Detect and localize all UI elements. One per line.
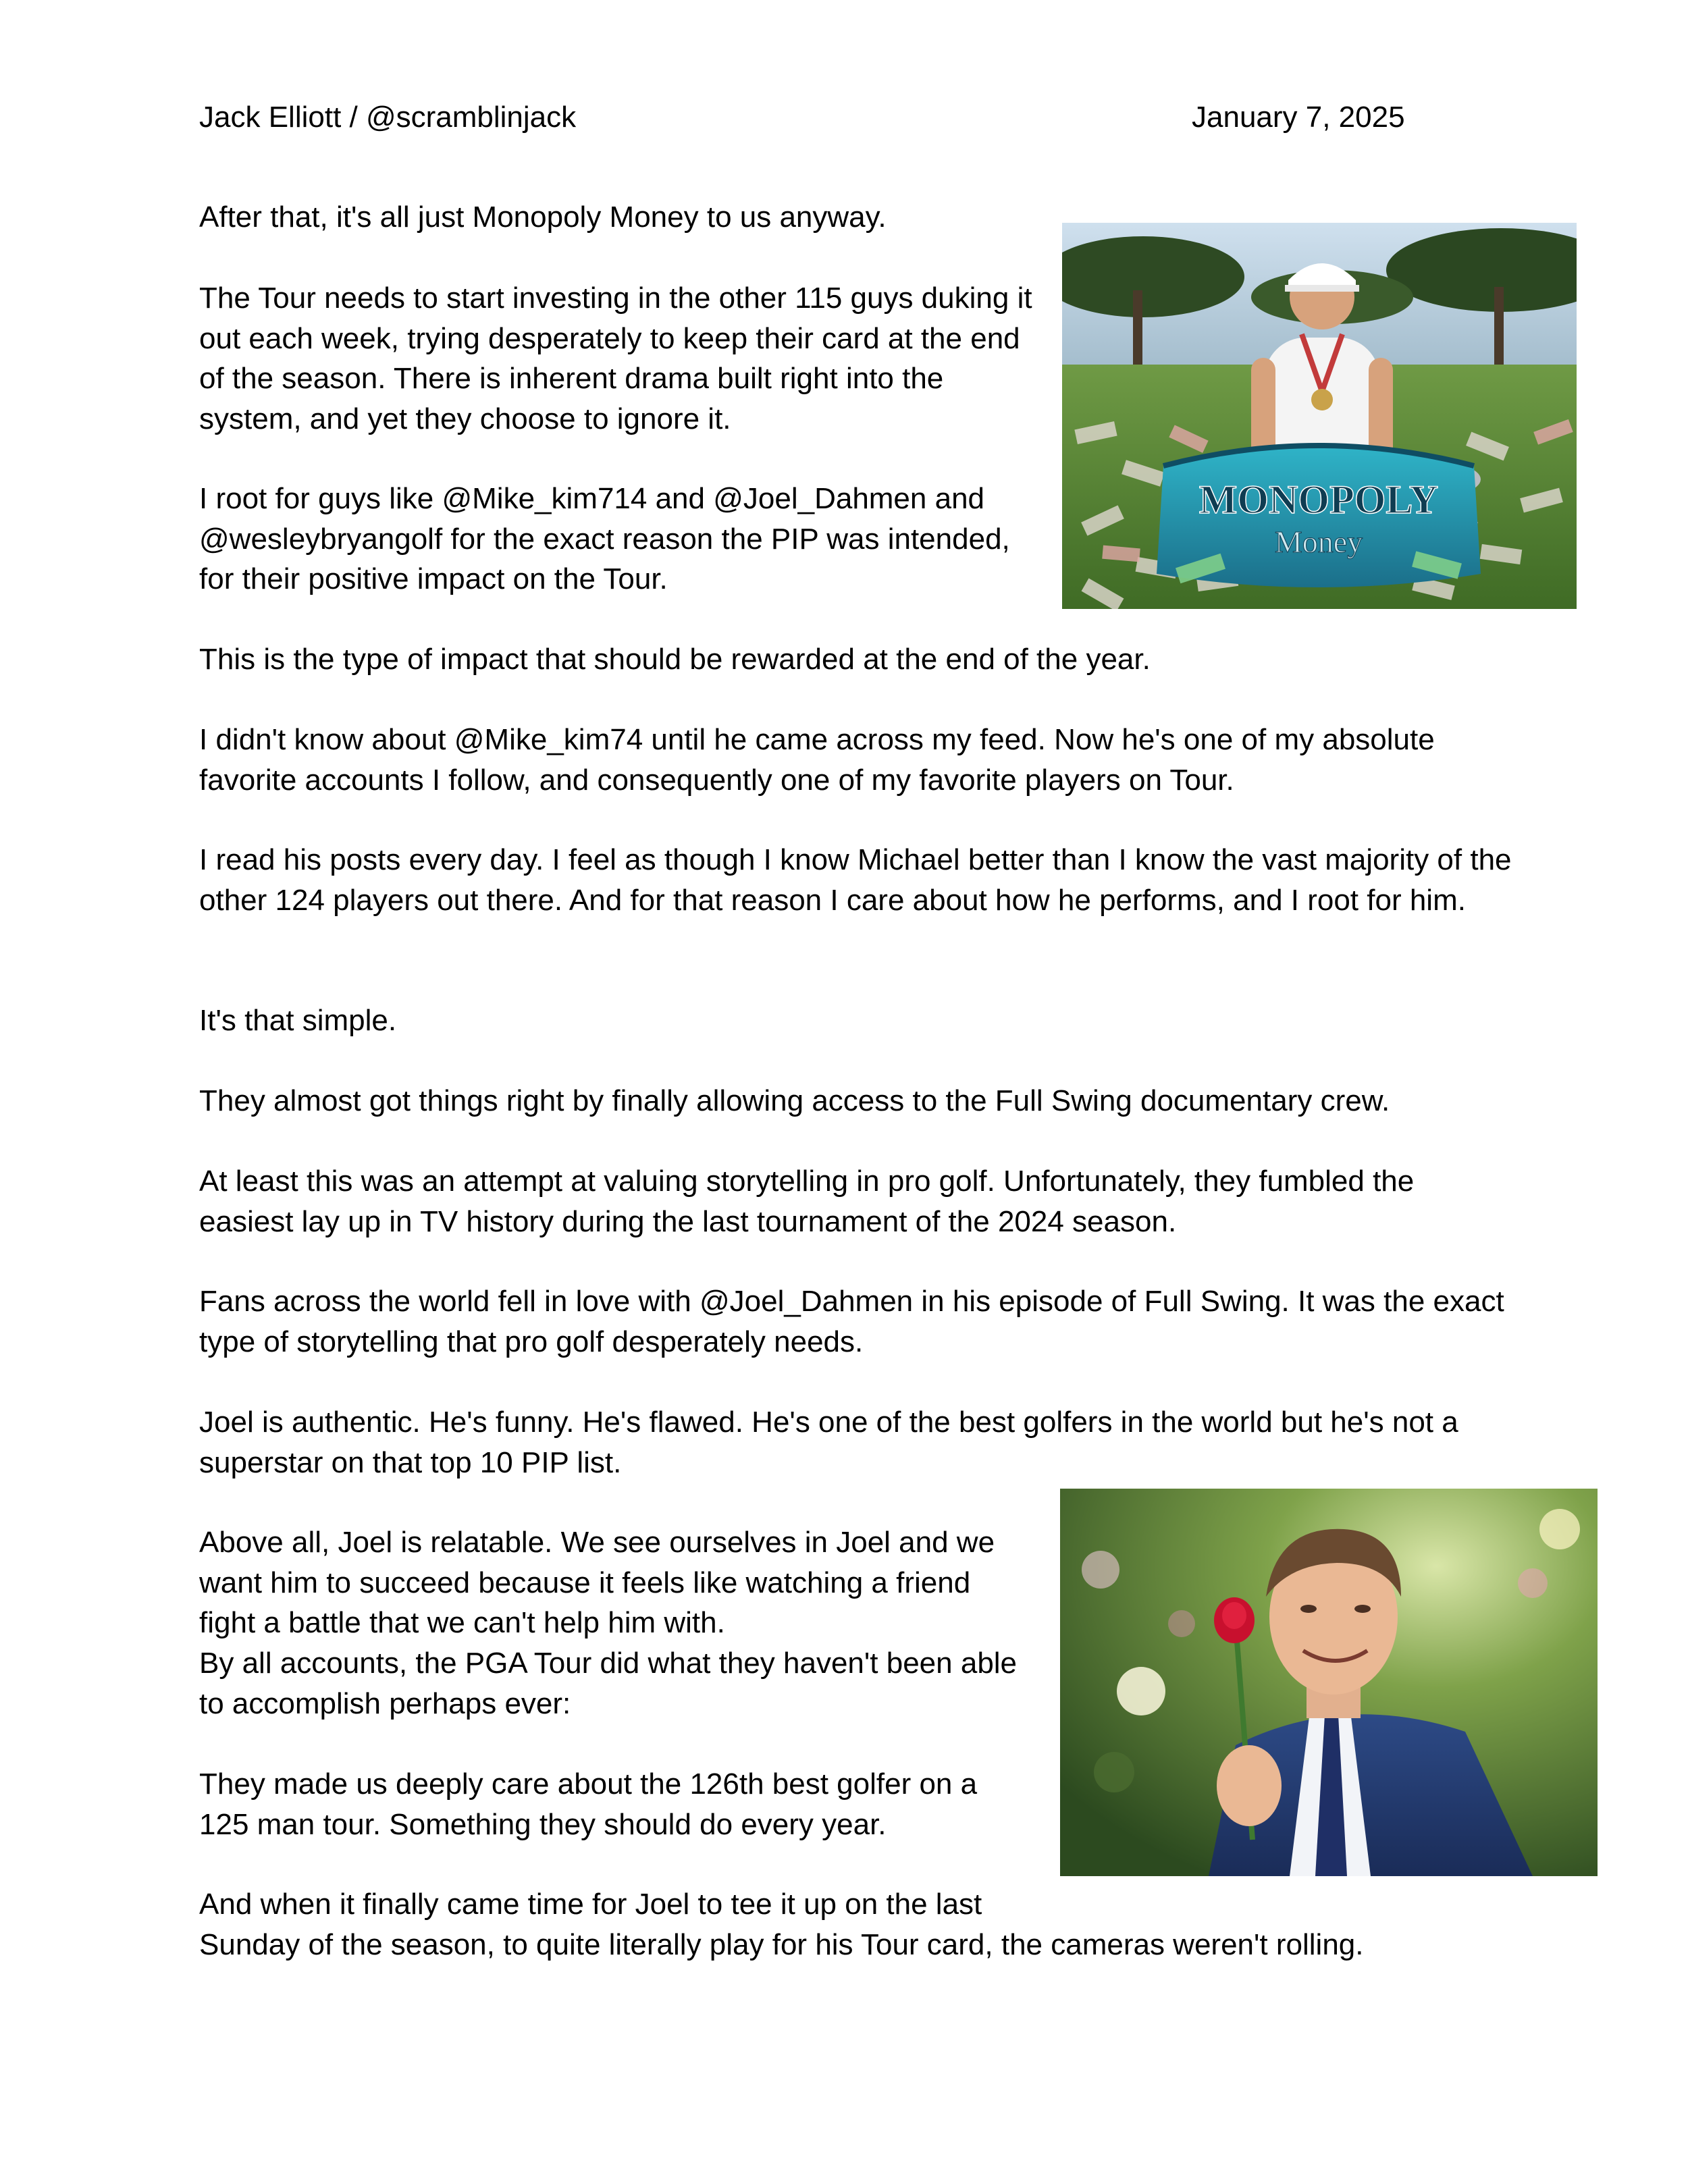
bag-money-text: Money: [1274, 525, 1363, 559]
publish-date: January 7, 2025: [1192, 101, 1405, 134]
paragraph-4: This is the type of impact that should be rewarded at the end of the year.: [199, 643, 1151, 676]
paragraph-6: I read his posts every day. I feel as though I know Michael better than I know the vast majority of the other 124 players out there. And for that reason I care about how he performs, and I root for him.: [199, 843, 1512, 917]
paragraph-11: Joel is authentic. He's funny. He's flawed. He's one of the best golfers in the world but he's not a superstar on that top 10 PIP list.: [199, 1406, 1458, 1479]
paragraph-10: Fans across the world fell in love with @Joel_Dahmen in his episode of Full Swing. It was the exact type of storytelling that pro golf desperately needs.: [199, 1285, 1504, 1358]
document-header: [199, 99, 1489, 139]
paragraph-12: Above all, Joel is relatable. We see ourselves in Joel and we want him to succeed because it feels like watching a friend fight a battle that we can't help him with.: [199, 1526, 995, 1640]
paragraph-1: After that, it's all just Monopoly Money to us anyway.: [199, 201, 887, 234]
paragraph-8: They almost got things right by finally allowing access to the Full Swing documentary crew.: [199, 1084, 1390, 1117]
paragraph-14: They made us deeply care about the 126th best golfer on a 125 man tour. Something they should do every year.: [199, 1767, 978, 1841]
paragraph-16: Sunday of the season, to quite literally play for his Tour card, the cameras weren't rolling.: [199, 1928, 1364, 1961]
paragraph-7: It's that simple.: [199, 1004, 397, 1037]
author-byline: Jack Elliott / @scramblinjack: [199, 101, 577, 134]
monopoly-money-golfer-image: [1062, 223, 1577, 609]
paragraph-13: By all accounts, the PGA Tour did what they haven't been able to accomplish perhaps ever:: [199, 1647, 1018, 1720]
paragraph-5: I didn't know about @Mike_kim74 until he came across my feed. Now he's one of my absolute favorite accounts I follow, and consequently one of my favorite players on Tour.: [199, 723, 1435, 797]
paragraph-3: I root for guys like @Mike_kim714 and @Joel_Dahmen and @wesleybryangolf for the exact reason the PIP was intended, for their positive impact on the Tour.: [199, 482, 1010, 596]
paragraph-15: And when it finally came time for Joel to tee it up on the last: [199, 1888, 982, 1921]
paragraph-9: At least this was an attempt at valuing storytelling in pro golf. Unfortunately, they fumbled the easiest lay up in TV history during the last tournament of the 2024 season.: [199, 1165, 1415, 1238]
paragraph-2: The Tour needs to start investing in the other 115 guys duking it out each week, trying desperately to keep their card at the end of the season. There is inherent drama built right into the system, and yet they choose to ignore it.: [199, 282, 1032, 435]
bag-brand-text: MONOPOLY: [1198, 477, 1439, 522]
man-with-rose-image: [1060, 1489, 1598, 1876]
